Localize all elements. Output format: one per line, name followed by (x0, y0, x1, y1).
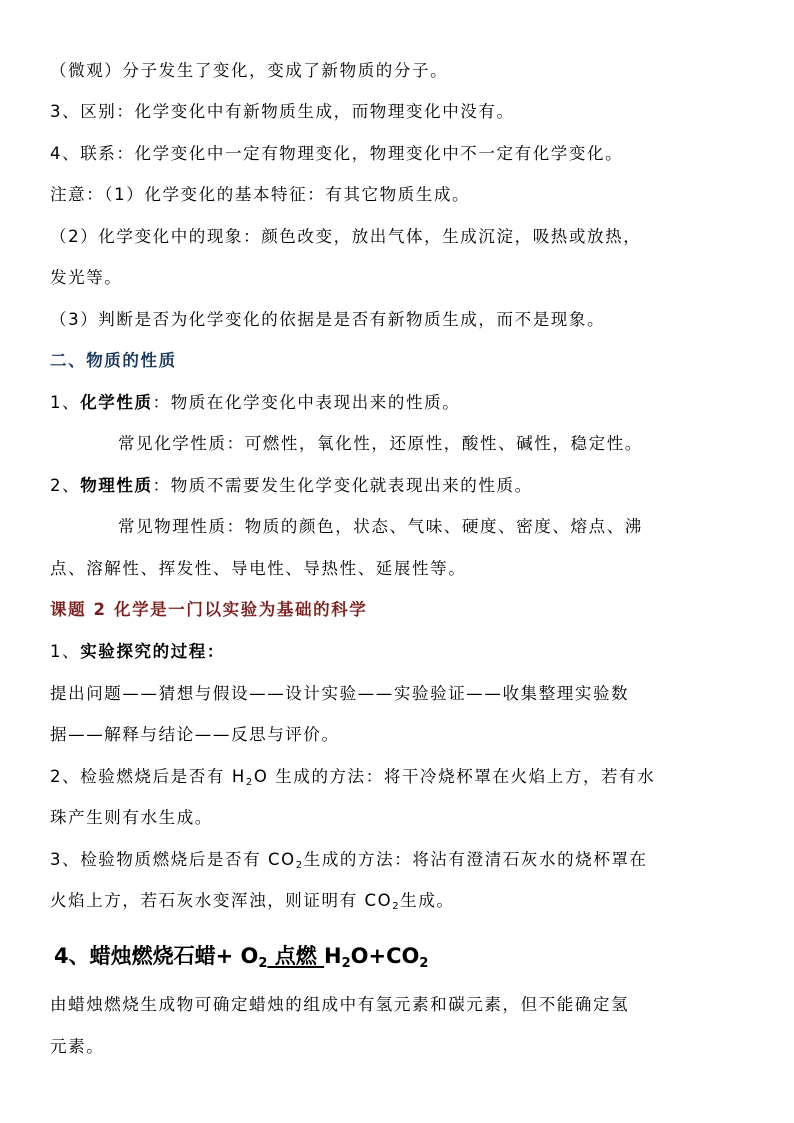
section-heading: 二、物质的性质 (50, 351, 177, 370)
text-line: （2）化学变化中的现象：颜色改变，放出气体，生成沉淀，吸热或放热， (50, 227, 642, 246)
text-line: 珠产生则有水生成。 (50, 808, 213, 827)
text-line: 4、联系：化学变化中一定有物理变化，物理变化中不一定有化学变化。 (50, 144, 624, 163)
text-line: 提出问题——猜想与假设——设计实验——实验验证——收集整理实验数 (50, 684, 630, 703)
text-line: 据——解释与结论——反思与评价。 (50, 725, 340, 744)
text-line: 常见化学性质：可燃性，氧化性，还原性，酸性、碱性，稳定性。 (118, 434, 643, 453)
text-line: 注意：（1）化学变化的基本特征：有其它物质生成。 (50, 185, 471, 204)
lesson-heading: 课题 2 化学是一门以实验为基础的科学 (50, 600, 368, 619)
text-line: 3、区别：化学变化中有新物质生成，而物理变化中没有。 (50, 102, 515, 121)
chemical-property-line: 1、化学性质：物质在化学变化中表现出来的性质。 (50, 393, 461, 412)
text-line: 2、检验燃烧后是否有 $H_2O$ 生成的方法：将干冷烧杯罩在火焰上方，若有水 (50, 767, 656, 788)
experiment-process-title: 1、实验探究的过程： (50, 642, 226, 661)
text-line: （微观）分子发生了变化，变成了新物质的分子。 (50, 61, 449, 80)
text-line: 火焰上方，若石灰水变浑浊，则证明有 $CO_2$生成。 (50, 891, 455, 912)
text-line: 3、检验物质燃烧后是否有 $CO_2$生成的方法：将沾有澄清石灰水的烧杯罩在 (50, 850, 648, 871)
physical-property-line: 2、物理性质：物质不需要发生化学变化就表现出来的性质。 (50, 476, 533, 495)
text-line: 常见物理性质：物质的颜色，状态、气味、硬度、密度、熔点、沸 (118, 517, 643, 536)
text-line: 元素。 (50, 1037, 105, 1056)
reaction-condition: 点燃 (267, 944, 325, 968)
combustion-equation: 4、蜡烛燃烧石蜡+ $O_2$ 点燃 $H_2O+CO_2$ (54, 944, 429, 971)
text-line: （3）判断是否为化学变化的依据是是否有新物质生成，而不是现象。 (50, 310, 606, 329)
text-line: 发光等。 (50, 268, 123, 287)
text-line: 由蜡烛燃烧生成物可确定蜡烛的组成中有氢元素和碳元素，但不能确定氢 (50, 995, 630, 1014)
text-line: 点、溶解性、挥发性、导电性、导热性、延展性等。 (50, 559, 467, 578)
